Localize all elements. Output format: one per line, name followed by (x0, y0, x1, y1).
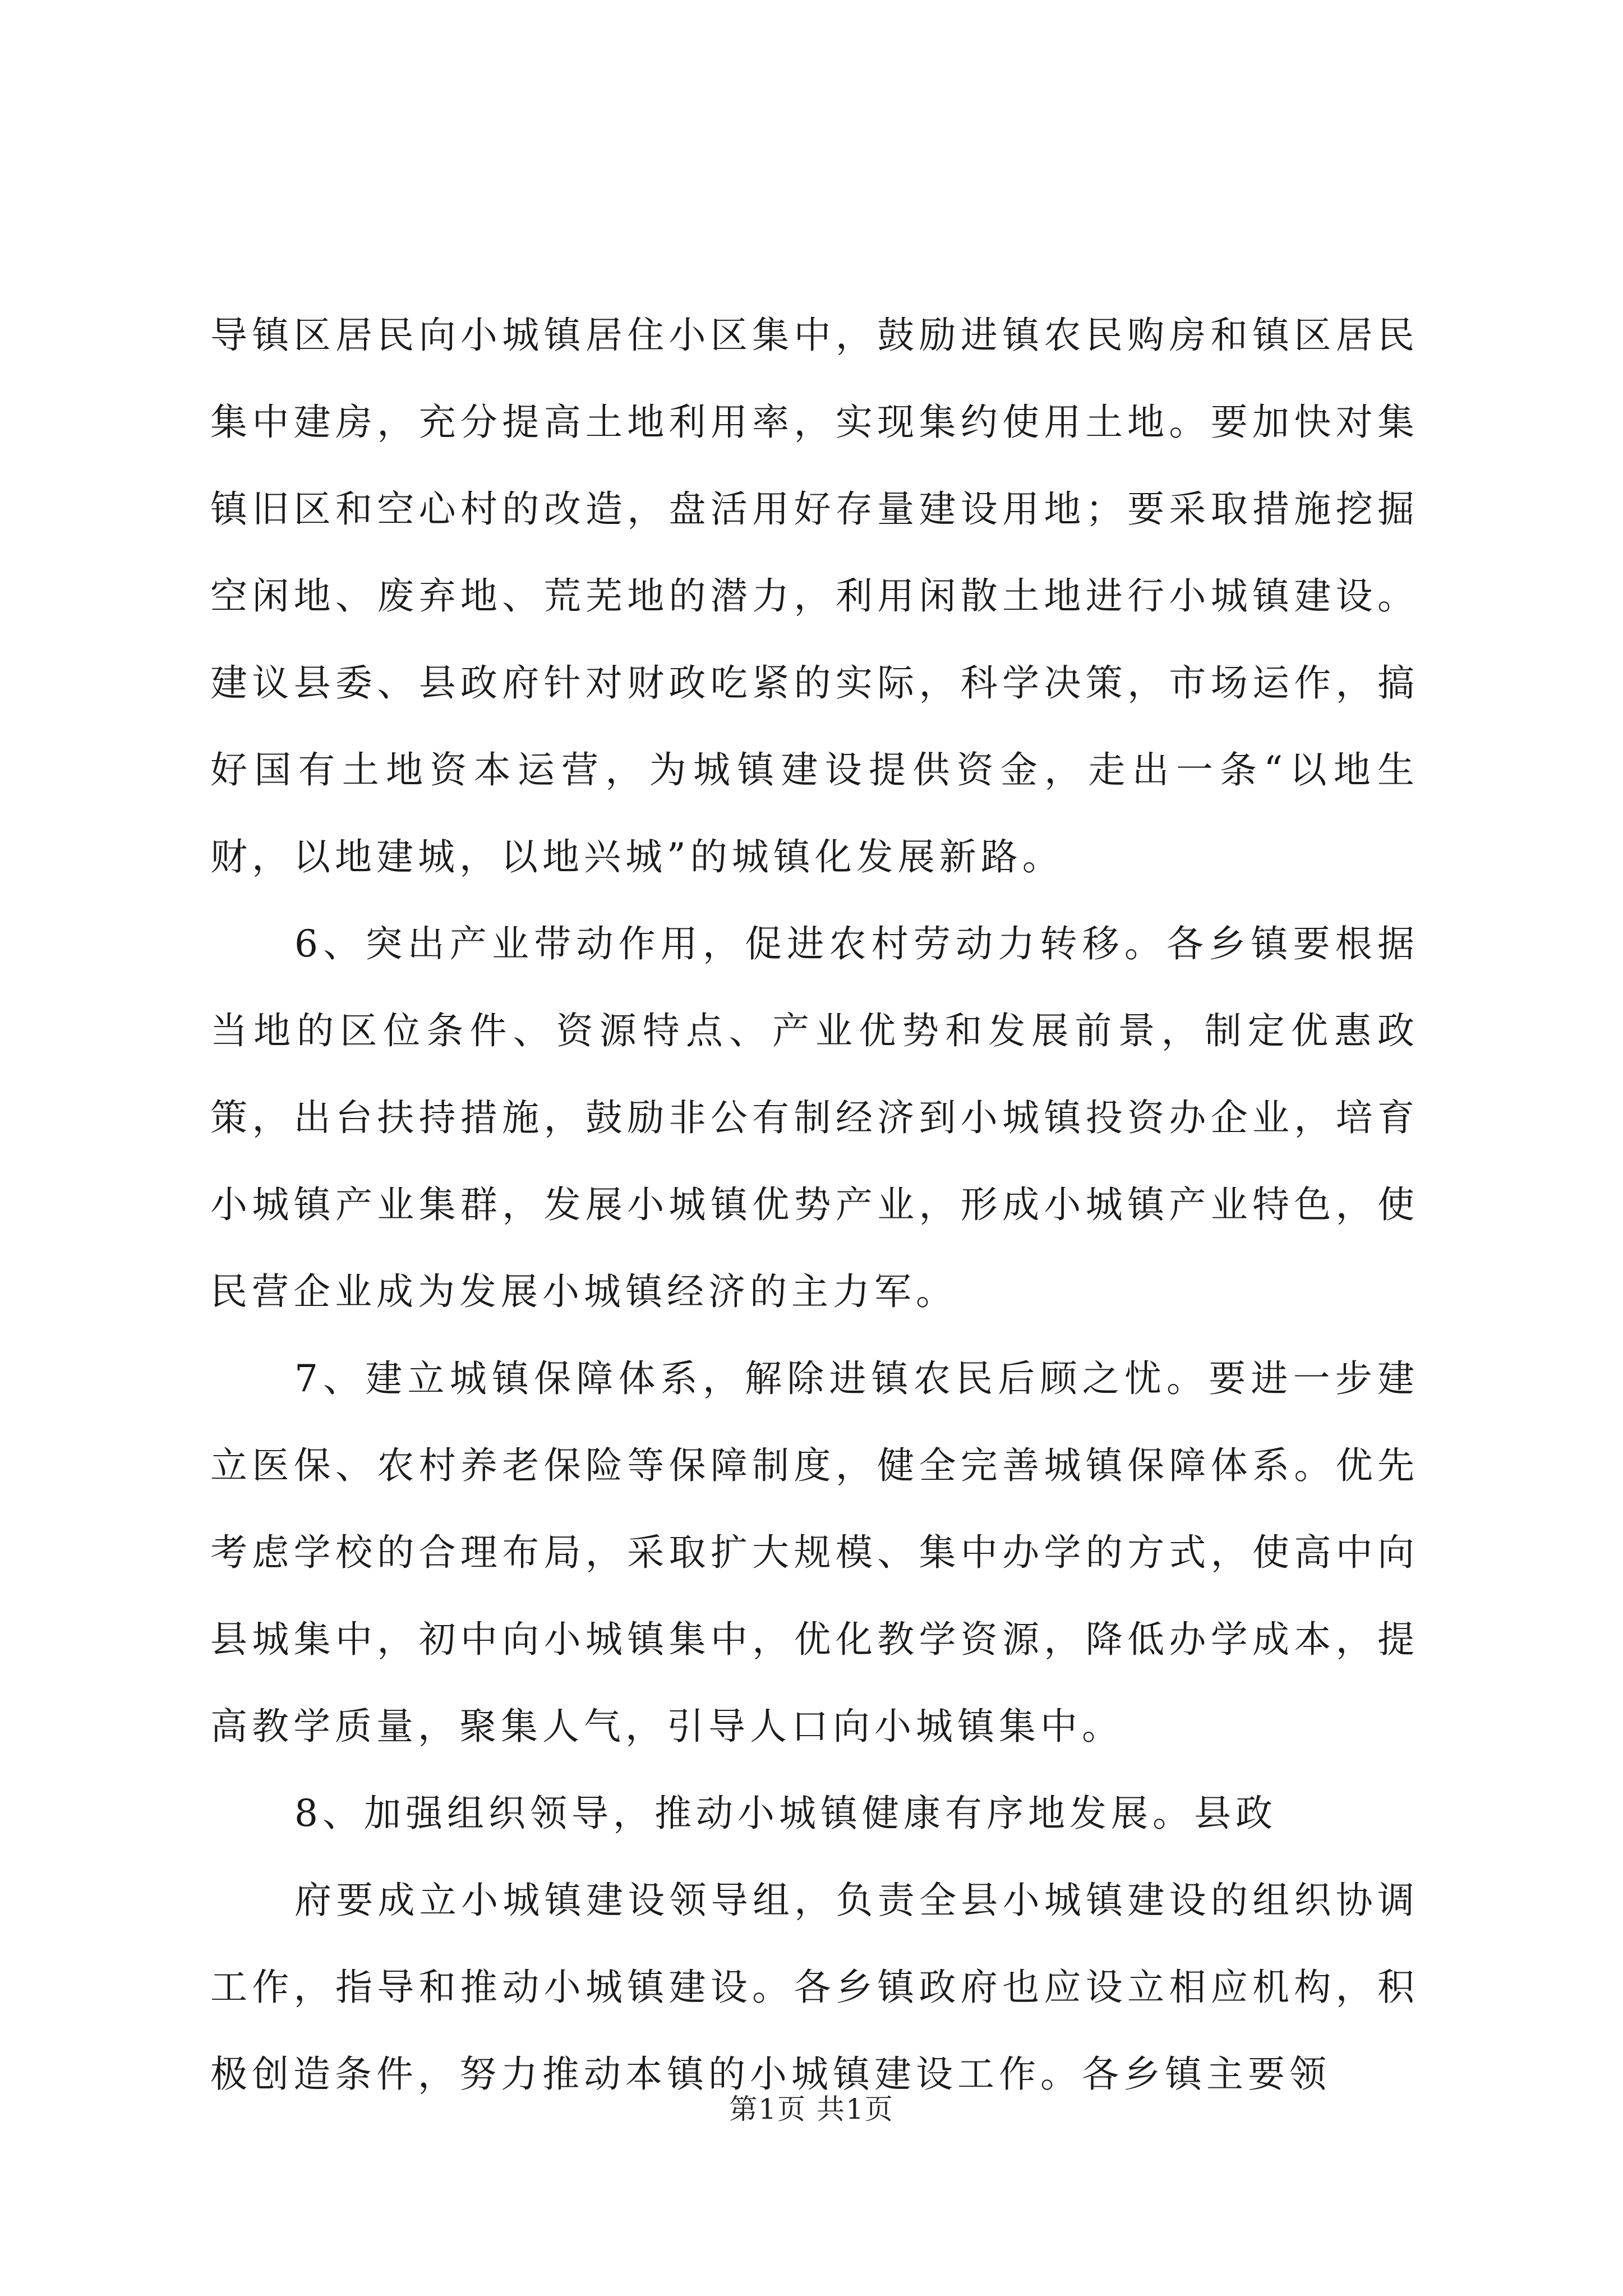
paragraph-5: 府要成立小城镇建设领导组，负责全县小城镇建设的组织协调工作，指导和推动小城镇建设。各乡镇政府也应设立相应机构，积极创造条件，努力推动本镇的小城镇建设工作。各乡镇主要领 (210, 1879, 1419, 2096)
document-body (210, 292, 1419, 2118)
paragraph-1: 导镇区居民向小城镇居住小区集中，鼓励进镇农民购房和镇区居民集中建房，充分提高土地利用率，实现集约使用土地。要加快对集镇旧区和空心村的改造，盘活用好存量建设用地；要采取措施挖掘空闲地、废弃地、荒芜地的潜力，利用闲散土地进行小城镇建设。建议县委、县政府针对财政吃紧的实际，科学决策，市场运作，搞好国有土地资本运营，为城镇建设提供资金，走出一条“以地生财，以地建城，以地兴城”的城镇化发展新路。 (210, 314, 1419, 878)
page-footer: 第1页 共1页 (729, 2093, 894, 2125)
paragraph-2: 6、突出产业带动作用，促进农村劳动力转移。各乡镇要根据当地的区位条件、资源特点、产业优势和发展前景，制定优惠政策，出台扶持措施，鼓励非公有制经济到小城镇投资办企业，培育小城镇产业集群，发展小城镇优势产业，形成小城镇产业特色，使民营企业成为发展小城镇经济的主力军。 (210, 922, 1419, 1313)
paragraph-3: 7、建立城镇保障体系，解除进镇农民后顾之忧。要进一步建立医保、农村养老保险等保障制度，健全完善城镇保障体系。优先考虑学校的合理布局，采取扩大规模、集中办学的方式，使高中向县城集中，初中向小城镇集中，优化教学资源，降低办学成本，提高教学质量，聚集人气，引导人口向小城镇集中。 (210, 1357, 1419, 1748)
paragraph-4: 8、加强组织领导，推动小城镇健康有序地发展。县政 (294, 1792, 1277, 1835)
